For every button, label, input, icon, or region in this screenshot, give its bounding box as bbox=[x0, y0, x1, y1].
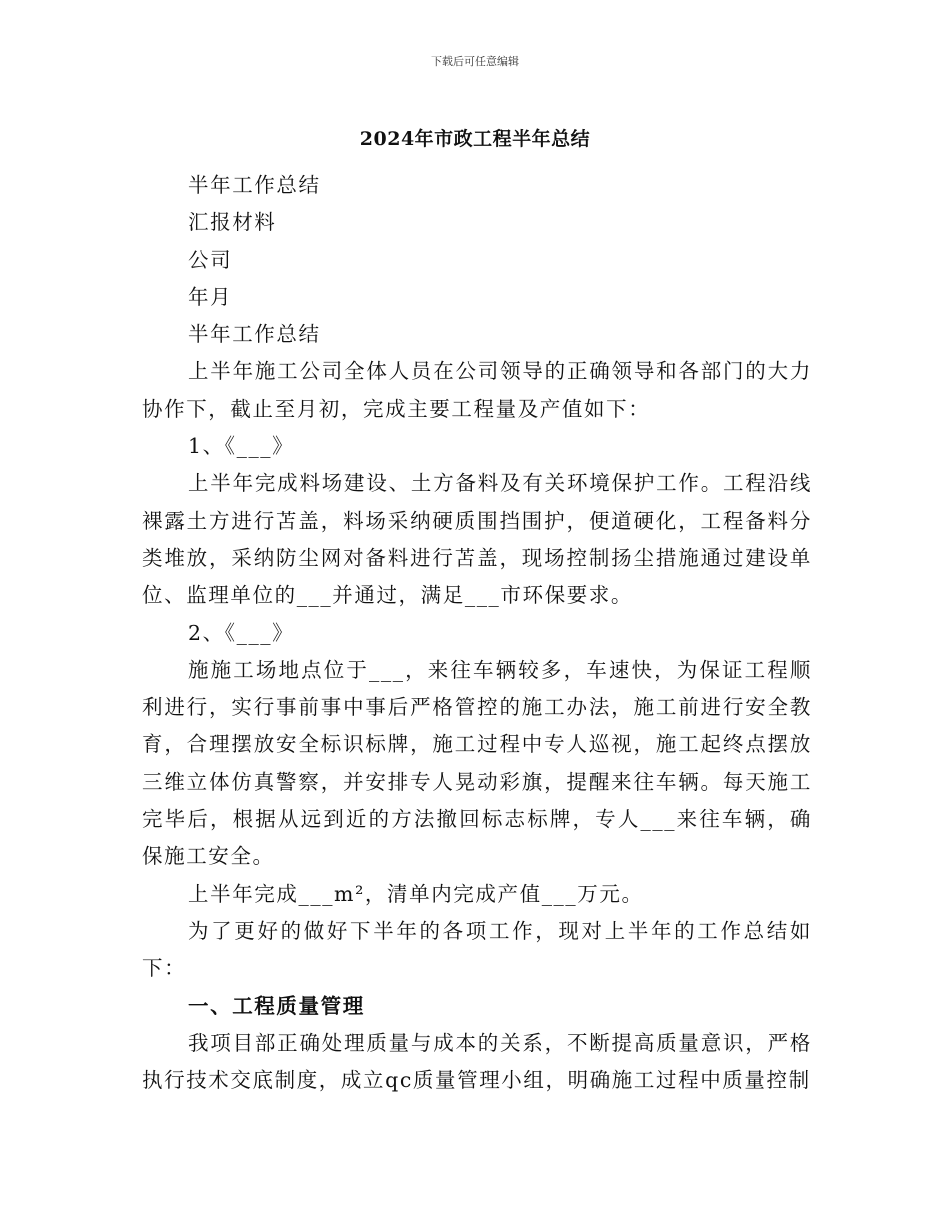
header-note: 下载后可任意编辑 bbox=[431, 55, 519, 68]
paragraph-item-1-title: 1、《___》 bbox=[188, 434, 295, 459]
paragraph-section-heading: 半年工作总结 bbox=[188, 322, 321, 347]
paragraph-output-summary: 上半年完成___m²，清单内完成产值___万元。 bbox=[188, 881, 644, 906]
paragraph-cover-heading: 半年工作总结 bbox=[188, 173, 321, 197]
paragraph-item-2-body: 施施工场地点位于___，来往车辆较多，车速快，为保证工程顺利进行，实行事前事中事后严格管控的施工办法，施工前进行安全教育，合理摆放安全标识标牌，施工过程中专人巡视，施工起终点摆放三维立体仿真警察，并安排专人晃动彩旗，提醒来往车辆。每天施工完毕后，根据从远到近的方法撤回标志标牌，专人___来往车辆，确保施工安全。 bbox=[142, 657, 812, 869]
paragraph-quality-body: 我项目部正确处理质量与成本的关系，不断提高质量意识，严格执行技术交底制度，成立qc质量管理小组，明确施工过程中质量控制 bbox=[142, 1030, 812, 1093]
paragraph-cover-date: 年月 bbox=[188, 284, 233, 309]
paragraph-cover-company: 公司 bbox=[188, 247, 233, 272]
paragraph-transition: 为了更好的做好下半年的各项工作，现对上半年的工作总结如下： bbox=[142, 918, 812, 981]
paragraph-item-2-title: 2、《___》 bbox=[188, 620, 295, 645]
section-heading-quality: 一、工程质量管理 bbox=[188, 993, 365, 1018]
paragraph-cover-subtitle: 汇报材料 bbox=[188, 210, 277, 235]
paragraph-intro: 上半年施工公司全体人员在公司领导的正确领导和各部门的大力协作下，截止至月初，完成主要工程量及产值如下： bbox=[142, 359, 812, 421]
document-title: 2024年市政工程半年总结 bbox=[359, 128, 591, 150]
paragraph-item-1-body: 上半年完成料场建设、土方备料及有关环境保护工作。工程沿线裸露土方进行苫盖，料场采纳硬质围挡围护，便道硬化，工程备料分类堆放，采纳防尘网对备料进行苫盖，现场控制扬尘措施通过建设单位、监理单位的___并通过，满足___市环保要求。 bbox=[142, 471, 812, 608]
document-body bbox=[142, 167, 812, 1099]
